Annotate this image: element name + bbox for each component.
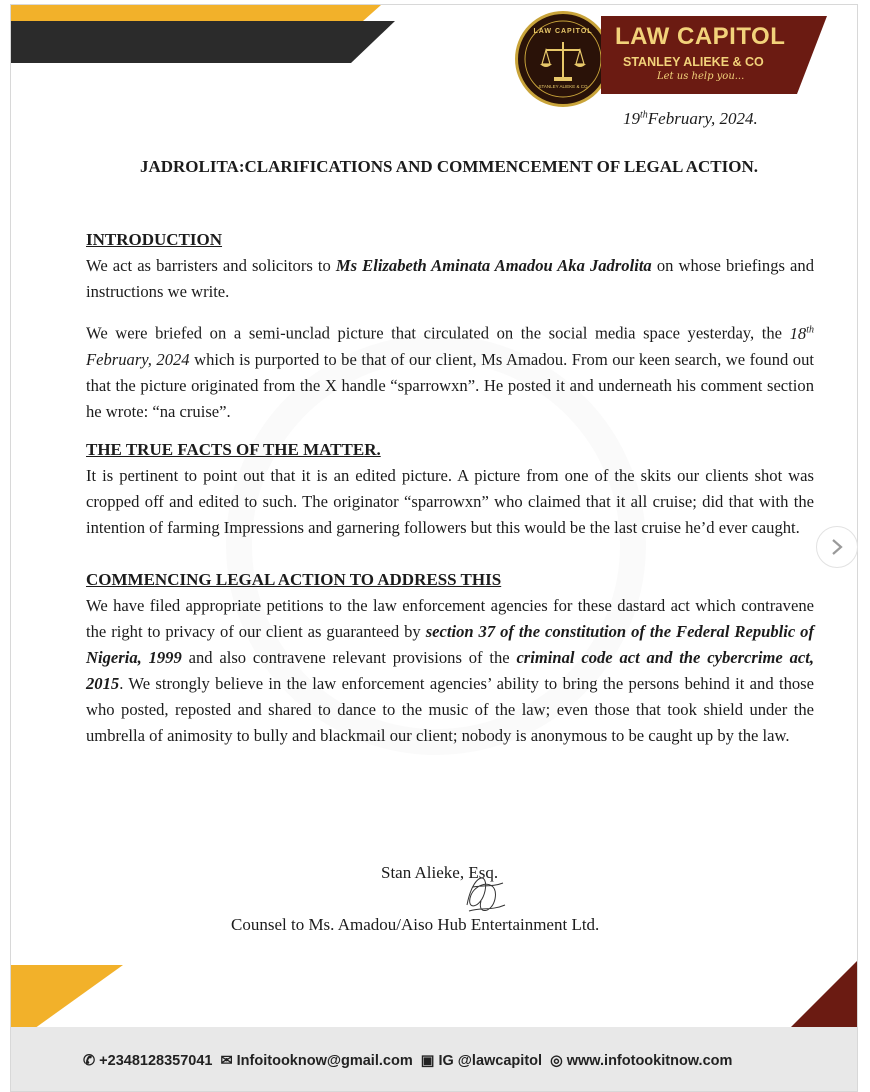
contact-footer bbox=[11, 1027, 857, 1091]
signatory-role: Counsel to Ms. Amadou/Aiso Hub Entertainment Ltd. bbox=[231, 915, 600, 934]
brand-tagline: Let us help you... bbox=[657, 71, 745, 82]
logo-ring-text: LAW CAPITOL bbox=[533, 28, 593, 35]
signatory-name: Stan Alieke, Esq. bbox=[381, 863, 499, 882]
carousel-next-button[interactable] bbox=[816, 526, 858, 568]
law-capitol-logo bbox=[515, 11, 611, 107]
facts-paragraph: It is pertinent to point out that it is an edited picture. A picture from one of the skits our clients shot was cropped off and edited to such. The originator “sparrowxn” who claimed that it all cruise; did that with the intention of farming Impressions and garnering followers but this would be the last cruise he’d ever caught. bbox=[86, 465, 814, 537]
instagram-icon: ▣ bbox=[420, 1053, 435, 1069]
footer-stripes bbox=[11, 953, 857, 1033]
brand-name: LAW CAPITOL bbox=[615, 23, 786, 50]
letter-page bbox=[10, 4, 858, 1092]
footer-phone: +2348128357041 bbox=[99, 1053, 213, 1069]
section-heading-introduction: INTRODUCTION bbox=[86, 230, 223, 249]
legal-action-paragraph: We have filed appropriate petitions to the law enforcement agencies for these dastard act which contravene the right to privacy of our client as guaranteed by section 37 of the constitution of the Federal Republic of Nigeria, 1999 and also contravene relevant provisions of the criminal code act and the cybercrime act, 2015. We strongly believe in the law enforcement agencies’ ability to bring the persons behind it and those who posted, reposted and shared to dance to the music of the law; even those that took shield under the umbrella of animosity to bully and blackmail our client; nobody is anonymous to be caught up by the law. bbox=[86, 595, 815, 745]
letter-body bbox=[86, 227, 814, 749]
letter-title: JADROLITA:CLARIFICATIONS AND COMMENCEMENT OF LEGAL ACTION. bbox=[139, 157, 759, 176]
footer-instagram: IG @lawcapitol bbox=[438, 1053, 543, 1069]
phone-icon: ✆ bbox=[83, 1053, 96, 1069]
footer-website: www.infotookitnow.com bbox=[566, 1053, 733, 1069]
globe-icon: ◎ bbox=[550, 1053, 563, 1069]
intro-paragraph-1: We act as barristers and solicitors to Ms Elizabeth Aminata Amadou Aka Jadrolita on whose briefings and instructions we write. bbox=[86, 256, 814, 301]
handwritten-signature bbox=[459, 865, 511, 919]
logo-bottom-text: STANLEY ALIEKE & CO bbox=[538, 84, 588, 89]
letter-date: 19thFebruary, 2024. bbox=[623, 109, 758, 128]
email-icon: ✉ bbox=[220, 1053, 233, 1069]
footer-contacts bbox=[83, 1053, 736, 1069]
footer-email: Infoitooknow@gmail.com bbox=[236, 1053, 413, 1069]
section-heading-legal-action: COMMENCING LEGAL ACTION TO ADDRESS THIS bbox=[86, 569, 502, 589]
intro-paragraph-2: We were briefed on a semi-unclad picture that circulated on the social media space yesterday, the 18th February, 2024 which is purported to be that of our client, Ms Amadou. From our keen search, we found out that the picture originated from the X handle “sparrowxn”. He posted it and underneath his comment section he wrote: “na cruise”. bbox=[86, 323, 814, 421]
brand-subtitle: STANLEY ALIEKE & CO bbox=[623, 55, 764, 69]
chevron-right-icon bbox=[830, 538, 844, 556]
section-heading-true-facts: THE TRUE FACTS OF THE MATTER. bbox=[86, 439, 381, 459]
